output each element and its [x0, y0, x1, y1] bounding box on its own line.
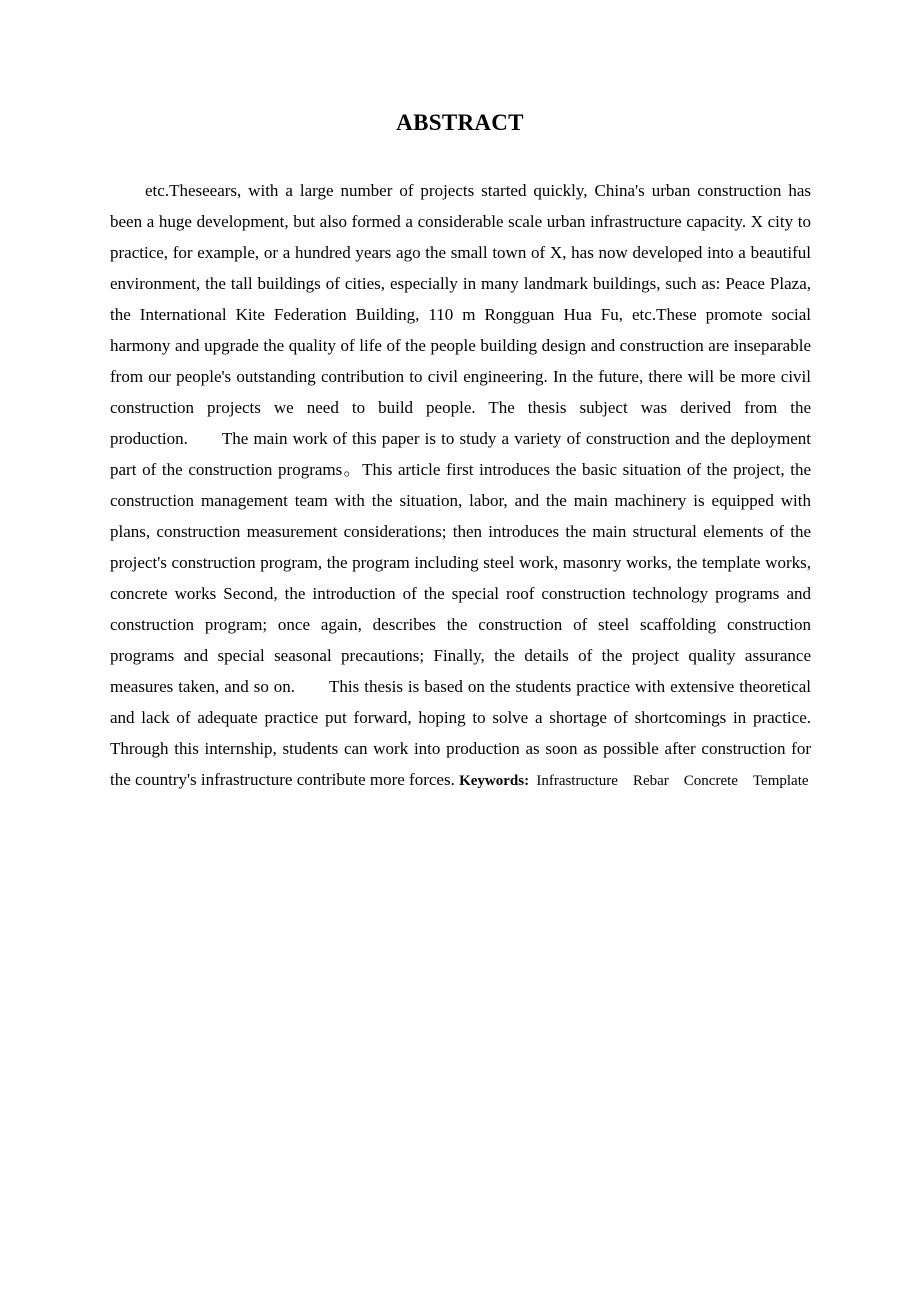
abstract-paragraph-2: The main work of this paper is to study a variety of construction and the deployment part of the construction programs。This article first introduces the basic situation of the project, the construction management team with the situation, labor, and the main machinery is equipped with plans, construction measurement considerations; then introduces the main structural elements of the project's construction program, the program including steel work, masonry works, the template works, concrete works Second, the introduction of the special roof construction technology programs and construction program; once again, describes the construction of steel scaffolding construction programs and special seasonal precautions; Finally, the details of the project quality assurance measures taken, and so on.: [110, 429, 811, 696]
keyword-1: Infrastructure: [536, 773, 618, 789]
abstract-paragraph-1: etc.Theseears, with a large number of projects started quickly, China's urban construction has been a huge development, but also formed a considerable scale urban infrastructure capacity. X city to practice, for example, or a hundred years ago the small town of X, has now developed into a beautiful environment, the tall buildings of cities, especially in many landmark buildings, such as: Peace Plaza, the International Kite Federation Building, 110 m Rongguan Hua Fu, etc.These promote social harmony and upgrade the quality of life of the people building design and construction are inseparable from our people's outstanding contribution to civil engineering. In the future, there will be more civil construction projects we need to build people. The thesis subject was derived from the production.: [110, 181, 811, 448]
keyword-4: Template: [752, 773, 809, 789]
keyword-3: Concrete: [683, 773, 738, 789]
keyword-2: Rebar: [632, 773, 669, 789]
keywords-label: Keywords:: [459, 773, 530, 789]
abstract-body: [110, 175, 811, 797]
page-title: ABSTRACT: [396, 110, 524, 135]
abstract-paragraph-3: This thesis is based on the students practice with extensive theoretical and lack of adequate practice put forward, hoping to solve a shortage of shortcomings in practice. Through this internship, students can work into production as soon as possible after construction for the country's infrastructure contribute more forces.: [110, 677, 811, 789]
